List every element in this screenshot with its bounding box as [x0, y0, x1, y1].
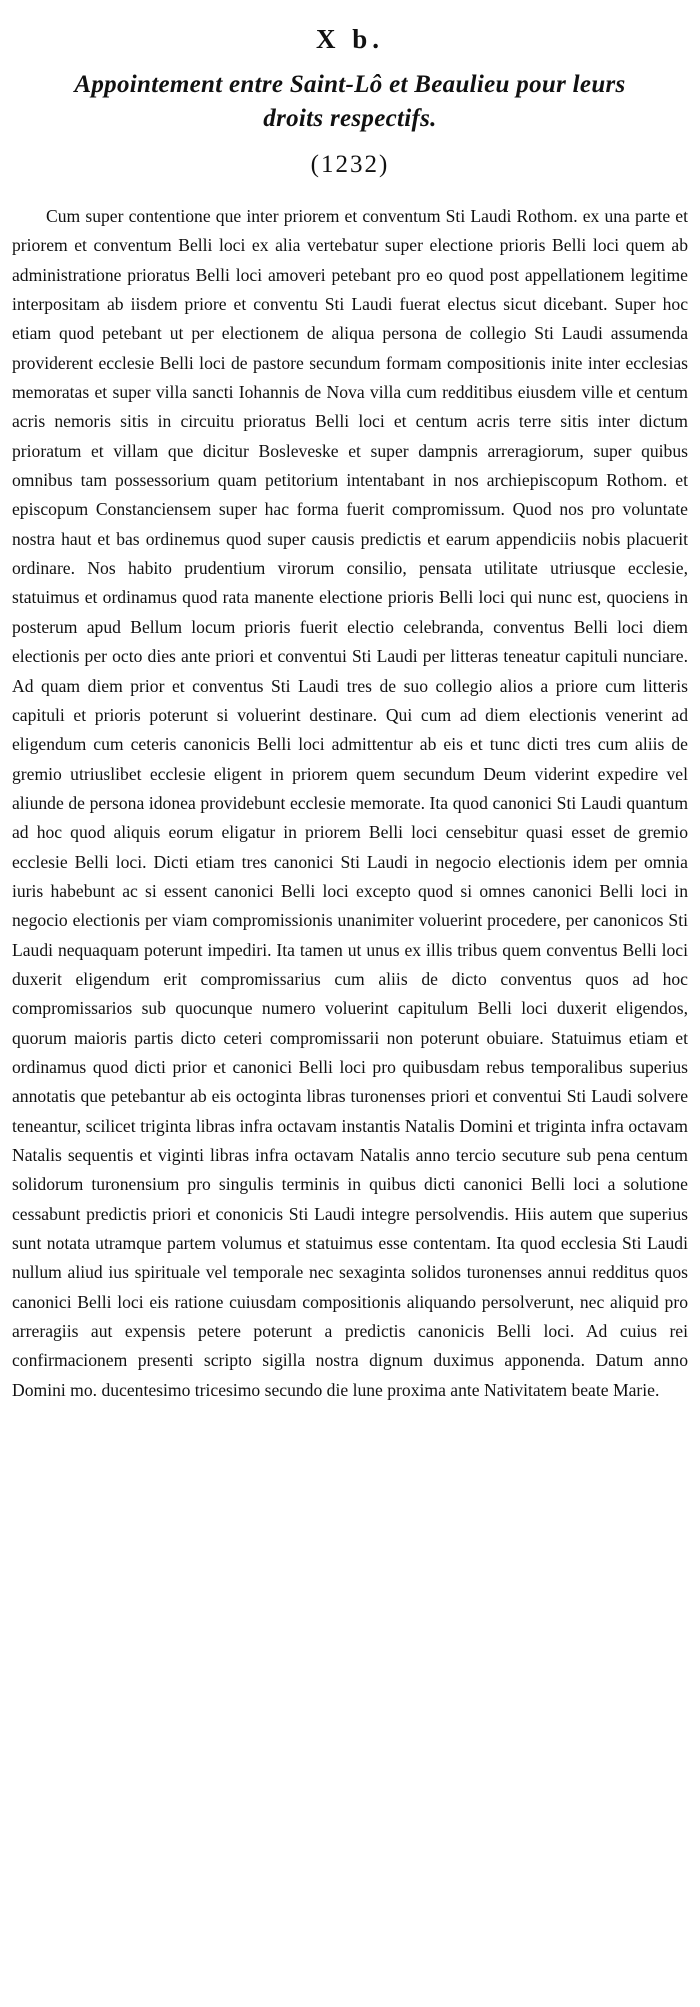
document-number: X b.	[315, 24, 384, 54]
charter-text: Cum super contentione que inter priorem et conventum Sti Laudi Rothom. ex una parte et priorem et conventum Belli loci ex alia vertebatur super electione prioris Belli loci quem ab administratione prioratus Belli loci amoveri petebant pro eo quod post appellationem legitime interpositam ab iisdem priore et conventu Sti Laudi fuerat electus sicut dicebant. Super hoc etiam quod petebant ut per electionem de aliqua persona de collegio Sti Laudi assumenda providerent ecclesie Belli loci de pastore secundum formam compositionis inite inter ecclesias memoratas et super villa sancti Iohannis de Nova villa cum redditibus eiusdem ville et centum acris nemoris sitis in circuitu prioratus Belli loci et centum acris terre sitis inter dictum prioratum et villam que dicitur Bosleveske et super dampnis arreragiorum, super quibus omnibus tam possessorium quam petitorium intentabant in nos archiepiscopum Rothom. et episcopum Constanciensem super hac forma fuerit compromissum. Quod nos pro voluntate nostra haut et bas ordinemus quod super causis predictis et earum appendiciis nobis placuerit ordinare. Nos habito prudentium virorum consilio, pensata utilitate utriusque ecclesie, statuimus et ordinamus quod rata manente electione prioris Belli loci qui nunc est, quociens in posterum apud Bellum locum prioris fuerit electio celebranda, conventus Belli loci diem electionis per octo dies ante priori et conventui Sti Laudi per litteras teneatur capituli nunciare. Ad quam diem prior et conventus Sti Laudi tres de suo collegio alios a priore cum litteris capituli et prioris poterunt si voluerint destinare. Qui cum ad diem electionis venerint ad eligendum cum ceteris canonicis Belli loci admittentur ab eis et tunc dicti tres cum aliis de gremio utriuslibet ecclesie eligent in priorem quem secundum Deum viderint expedire vel aliunde de persona idonea providebunt ecclesie memorate. Ita quod canonici Sti Laudi quantum ad hoc quod aliquis eorum eligatur in priorem Belli loci censebitur quasi esset de gremio ecclesie Belli loci. Dicti etiam tres canonici Sti Laudi in negocio electionis idem per omnia iuris habebunt ac si essent canonici Belli loci excepto quod si omnes canonici Belli loci in negocio electionis per viam compromissionis unanimiter voluerint procedere, per canonicos Sti Laudi nequaquam poterunt impediri. Ita tamen ut unus ex illis tribus quem conventus Belli loci duxerit eligendum erit compromissarius cum aliis de dicto conventus quos ad hoc compromissarios sub quocunque numero voluerint capitulum Belli loci duxerit eligendos, quorum maioris partis dicto ceteri compromissarii non poterunt obuiare. Statuimus etiam et ordinamus quod dicti prior et canonici Belli loci pro quibusdam rebus temporalibus superius annotatis que petebantur ab eis octoginta libras turonenses priori et conventui Sti Laudi solvere teneantur, scilicet triginta libras infra octavam instantis Natalis Domini et triginta infra octavam Natalis sequentis et viginti libras infra octavam Natalis anno tercio secuture sub pena centum solidorum turonensium pro singulis terminis in quibus dicti canonici Belli loci a solutione cessabunt predictis priori et cononicis Sti Laudi integre persolvendis. Hiis autem que superius sunt notata utramque partem volumus et statuimus esse contentam. Ita quod ecclesia Sti Laudi nullum aliud ius spirituale vel temporale nec sexaginta solidos turonenses annui redditus quos canonici Belli loci eis ratione cuiusdam compositionis aliquando persolverunt, nec aliquid pro arreragiis aut expensis petere poterunt a predictis canonicis Belli loci. Ad cuius rei confirmacionem presenti scripto sigilla nostra dignum duximus apponenda. Datum anno Domini mo. ducentesimo tricesimo secundo die lune proxima ante Nativitatem beate Marie.	[12, 206, 688, 1400]
document-title: Appointement entre Saint-Lô et Beaulieu pour leurs droits respectifs.	[74, 71, 626, 132]
document-date: (1232)	[310, 151, 390, 178]
